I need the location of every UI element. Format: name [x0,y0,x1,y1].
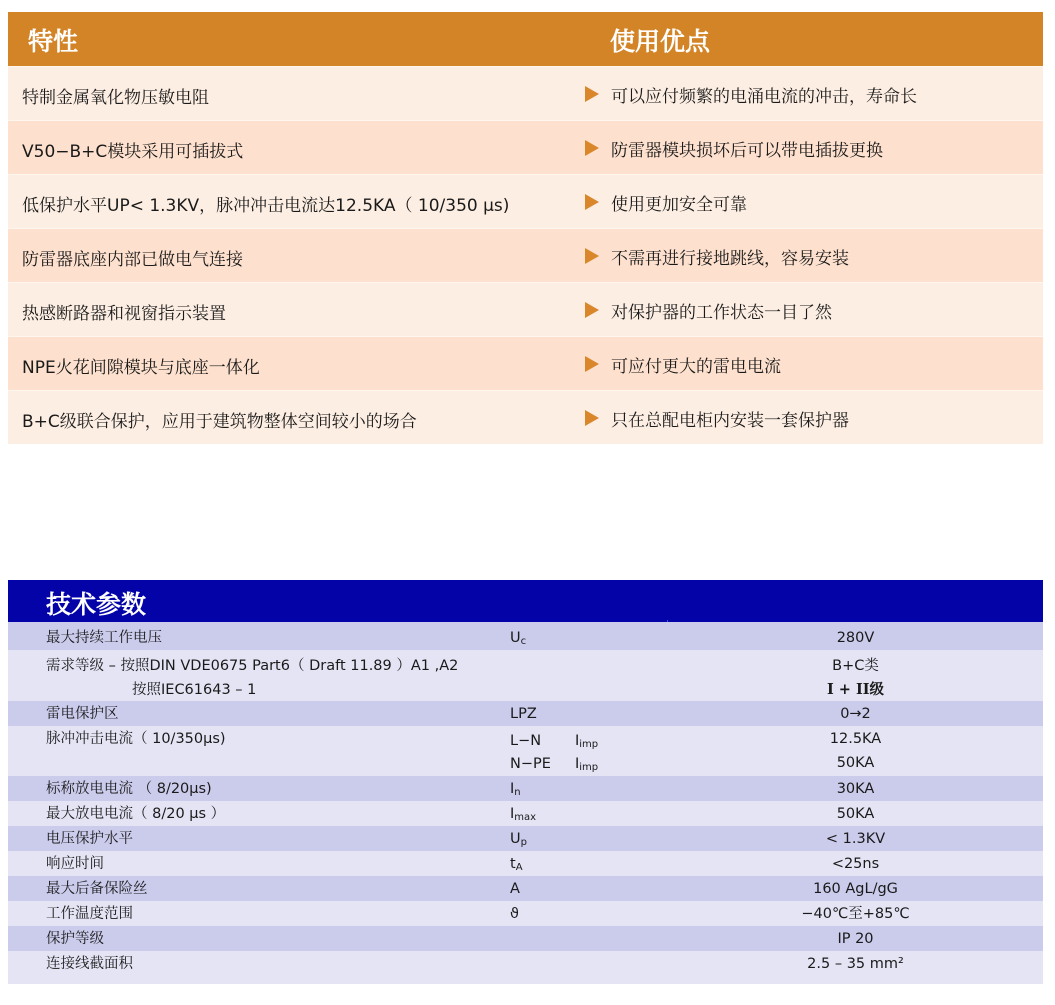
feature-cell: NPE火花间隙模块与底座一体化 [22,358,260,378]
param-symbol: ϑ [510,906,519,922]
param-symbol: A [510,881,520,897]
param-value: 160 AgL/gG [813,881,898,897]
param-label: 连接线截面积 [46,956,133,972]
param-value: 50KA [836,806,875,822]
param-label: 最大持续工作电压 [46,630,162,646]
advantage-cell: 可以应付频繁的电涌电流的冲击，寿命长 [611,87,917,107]
triangle-right-icon [585,86,599,102]
table-row [8,701,1043,726]
table-row [8,951,1043,984]
table-row [8,66,1043,120]
param-value-line2: 50KA [836,755,875,771]
tech-params-table [8,580,1043,984]
triangle-right-icon [585,302,599,318]
table-row [8,650,1043,701]
feature-cell: 特制金属氧化物压敏电阻 [22,88,209,108]
param-symbol: $U_c$ [510,630,527,647]
tech-params-header [8,580,1043,622]
feature-column-header: 特性 [28,27,79,56]
feature-cell: V50−B+C模块采用可插拔式 [22,142,244,162]
feature-cell: 防雷器底座内部已做电气连接 [22,250,243,270]
param-symbol: $I_{max}$ [510,806,537,823]
advantage-column-header: 使用优点 [610,27,711,56]
param-label: 标称放电电流 （ 8/20μs) [46,781,212,797]
advantage-cell: 不需再进行接地跳线，容易安装 [611,249,849,269]
triangle-right-icon [585,194,599,210]
feature-cell: 热感断路器和视窗指示装置 [22,304,226,324]
param-label: 电压保护水平 [46,831,133,847]
param-label: 需求等级 – 按照DIN VDE0675 Part6（ Draft 11.89 ）A1 ,A2 [46,658,459,674]
param-symbol: $I_n$ [510,781,521,798]
table-row [8,926,1043,951]
param-value: IP 20 [837,931,874,947]
triangle-right-icon [585,140,599,156]
param-value: 0→2 [840,706,871,722]
table-row [8,776,1043,801]
param-symbol-extra-line2: $I_{imp}$ [575,756,599,773]
param-label: 脉冲冲击电流（ 10/350μs) [46,731,226,747]
table-row [8,336,1043,390]
triangle-right-icon [585,356,599,372]
triangle-right-icon [585,248,599,264]
table-row [8,228,1043,282]
feature-cell: B+C级联合保护，应用于建筑物整体空间较小的场合 [22,412,417,432]
advantage-cell: 对保护器的工作状态一目了然 [611,303,832,323]
table-row [8,826,1043,851]
param-label: 最大放电电流（ 8/20 μs ） [46,806,226,822]
table-row [8,726,1043,776]
table-row [8,901,1043,926]
tech-params-body [8,622,1043,984]
param-symbol: LPZ [510,706,537,722]
param-label: 保护等级 [46,931,104,947]
features-table-header [8,12,1043,66]
param-value: 12.5KA [829,731,882,747]
triangle-right-icon [585,410,599,426]
advantage-cell: 可应付更大的雷电电流 [611,357,781,377]
table-row [8,851,1043,876]
param-value: 280V [836,630,875,646]
advantage-cell: 使用更加安全可靠 [611,195,747,215]
table-row [8,282,1043,336]
param-value: <25ns [831,856,880,872]
param-value-line2: I + II级 [826,681,885,698]
param-symbol-line2: N−PE [510,756,551,772]
tech-params-title: 技术参数 [46,590,147,619]
param-symbol: $U_p$ [510,831,527,848]
feature-cell: 低保护水平UP< 1.3KV，脉冲冲击电流达12.5KA（ 10/350 μs) [22,196,510,216]
advantage-cell: 只在总配电柜内安装一套保护器 [611,411,849,431]
param-value: 30KA [836,781,875,797]
param-value: < 1.3KV [825,831,886,847]
table-row [8,174,1043,228]
param-symbol-extra: $I_{imp}$ [575,733,599,750]
table-row [8,876,1043,901]
table-row [8,390,1043,444]
param-value: −40℃至+85℃ [801,906,910,922]
param-label: 最大后备保险丝 [46,881,148,897]
table-row [8,801,1043,826]
advantage-cell: 防雷器模块损坏后可以带电插拔更换 [611,141,883,161]
features-table [8,12,1043,444]
param-symbol: $t_A$ [510,856,523,873]
param-label-line2: 按照IEC61643 – 1 [132,682,257,698]
param-symbol: L−N [510,733,542,749]
table-row [8,120,1043,174]
param-value: 2.5 – 35 mm² [807,956,904,972]
table-row [8,622,1043,650]
param-label: 工作温度范围 [46,906,133,922]
param-label: 雷电保护区 [46,706,119,722]
param-label: 响应时间 [46,856,104,872]
param-value: B+C类 [832,658,879,674]
